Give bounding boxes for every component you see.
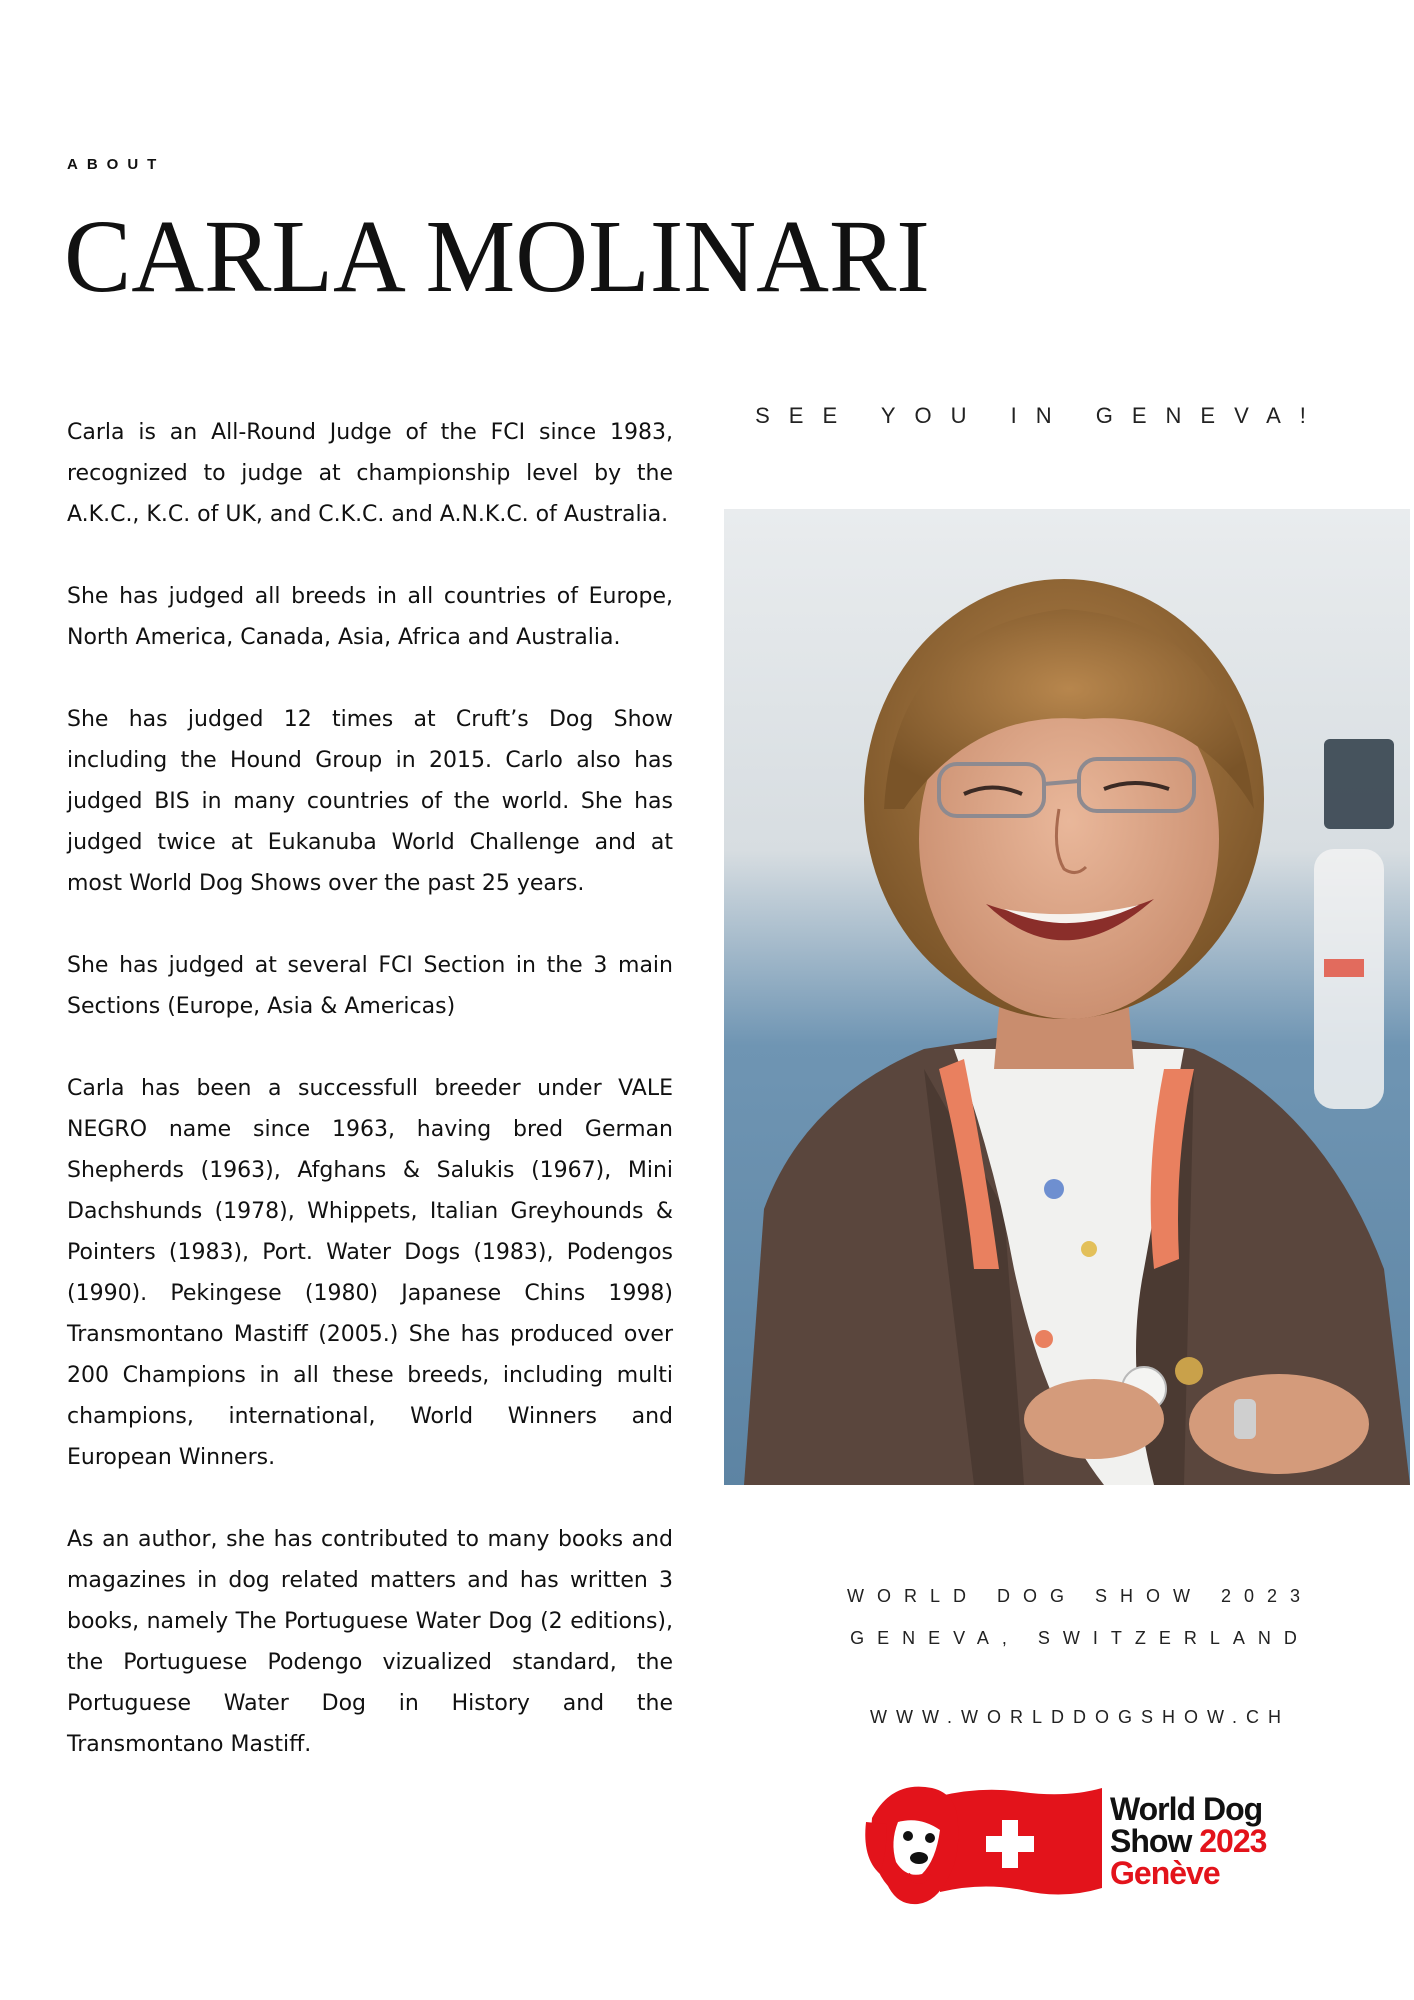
logo-show-word: Show (1110, 1823, 1200, 1859)
about-label: ABOUT (67, 156, 166, 173)
portrait-photo (724, 509, 1410, 1485)
bio-paragraph: She has judged at several FCI Section in the 3 main Sections (Europe, Asia & Americas) (67, 953, 673, 1019)
logo-line-2 (1110, 1825, 1266, 1857)
portrait-illustration (724, 509, 1410, 1485)
bio-paragraph: She has judged all breeds in all countries of Europe, North America, Canada, Asia, Africa and Australia. (67, 584, 673, 650)
website-link[interactable]: WWW.WORLDDOGSHOW.CH (870, 1707, 1290, 1727)
bio-paragraph: As an author, she has contributed to many books and magazines in dog related matters and has written 3 books, namely The Portuguese Water Dog (2 editions), the Portuguese Podengo vizualized standard, the Portuguese Water Dog in History and the Transmontano Mastiff. (67, 1527, 673, 1757)
logo-city: Genève (1110, 1855, 1220, 1891)
event-name: WORLD DOG SHOW 2023 (846, 1586, 1314, 1606)
bio-paragraph: She has judged 12 times at Cruft’s Dog Show including the Hound Group in 2015. Carlo also has judged BIS in many countries of the world. She has judged twice at Eukanuba World Challenge and at most World Dog Shows over the past 25 years. (67, 707, 673, 896)
bio-paragraph: Carla is an All-Round Judge of the FCI since 1983, recognized to judge at championship level by the A.K.C., K.C. of UK, and C.K.C. and A.N.K.C. of Australia. (67, 420, 673, 527)
tagline: SEE YOU IN GENEVA! (755, 403, 1325, 428)
logo-wordmark (1110, 1793, 1266, 1889)
logo-line-1: World Dog (1110, 1791, 1263, 1827)
biography (67, 412, 673, 1765)
world-dog-show-logo (862, 1778, 1302, 1908)
saint-bernard-swiss-flag-icon (862, 1778, 1102, 1908)
bio-paragraph: Carla has been a successfull breeder under VALE NEGRO name since 1963, having bred German Shepherds (1963), Afghans & Salukis (1967), Mini Dachshunds (1978), Whippets, Italian Greyhounds & Pointers (1983), Port. Water Dogs (1983), Podengos (1990). Pekingese (1980) Japanese Chins 1998) Transmontano Mastiff (2005.) She has produced over 200 Champions in all these breeds, including multi champions, international, World Winners and European Winners. (67, 1076, 673, 1470)
judge-name-title: CARLA MOLINARI (64, 199, 930, 314)
event-location: GENEVA, SWITZERLAND (850, 1628, 1310, 1648)
logo-year: 2023 (1199, 1823, 1267, 1859)
